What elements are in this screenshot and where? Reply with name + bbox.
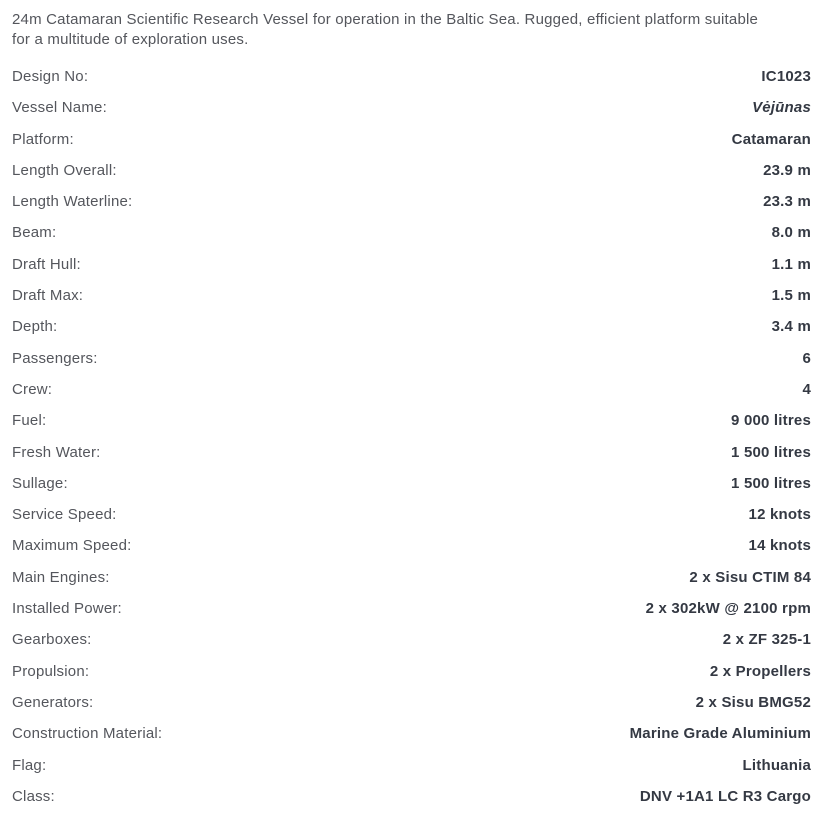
spec-row (12, 655, 811, 686)
spec-value: Marine Grade Aluminium (629, 725, 811, 743)
spec-value: 1 500 litres (731, 443, 811, 461)
spec-row (12, 342, 811, 373)
spec-label: Design No: (12, 68, 89, 85)
spec-value: 2 x 302kW @ 2100 rpm (645, 600, 811, 618)
spec-label: Length Waterline: (12, 193, 133, 211)
spec-label: Service Speed: (12, 506, 117, 524)
spec-label: Draft Hull: (12, 255, 81, 273)
spec-row (12, 310, 811, 341)
spec-row (12, 248, 811, 279)
spec-value: IC1023 (761, 68, 811, 85)
spec-label: Vessel Name: (12, 99, 107, 117)
spec-value: DNV +1A1 LC R3 Cargo (639, 787, 811, 805)
spec-row (12, 185, 811, 216)
spec-value: 9 000 litres (731, 412, 811, 430)
spec-label: Installed Power: (12, 600, 122, 618)
spec-value: 14 knots (748, 537, 811, 555)
spec-row (12, 60, 811, 91)
spec-label: Depth: (12, 318, 58, 336)
spec-label: Propulsion: (12, 662, 90, 680)
spec-value: 8.0 m (771, 224, 811, 242)
spec-label: Sullage: (12, 474, 68, 492)
spec-label: Length Overall: (12, 161, 117, 179)
spec-row (12, 623, 811, 654)
spec-row (12, 154, 811, 185)
spec-label: Gearboxes: (12, 631, 92, 649)
spec-row (12, 467, 811, 498)
spec-list (12, 60, 811, 811)
spec-value: Vėjūnas (752, 99, 811, 117)
spec-label: Platform: (12, 130, 74, 148)
spec-row (12, 592, 811, 623)
spec-row (12, 561, 811, 592)
spec-value: Lithuania (742, 756, 811, 774)
spec-row (12, 279, 811, 310)
spec-row (12, 91, 811, 122)
spec-label: Fuel: (12, 412, 47, 430)
spec-label: Flag: (12, 756, 47, 774)
spec-value: 2 x Propellers (709, 662, 811, 680)
vessel-description (12, 10, 811, 49)
spec-row (12, 717, 811, 748)
spec-label: Construction Material: (12, 725, 163, 743)
spec-value: 1.1 m (771, 255, 811, 273)
spec-value: 2 x Sisu BMG52 (695, 693, 811, 711)
vessel-description-line-1: 24m Catamaran Scientific Research Vessel for operation in the Baltic Sea. Rugged, efficient platform suitable (12, 11, 759, 28)
spec-label: Main Engines: (12, 568, 110, 586)
spec-row (12, 373, 811, 404)
spec-label: Passengers: (12, 349, 98, 367)
spec-row (12, 780, 811, 811)
spec-label: Generators: (12, 693, 94, 711)
spec-value: 4 (802, 380, 811, 398)
spec-label: Beam: (12, 224, 57, 242)
spec-label: Fresh Water: (12, 443, 101, 461)
spec-value: 12 knots (748, 506, 811, 524)
spec-row (12, 749, 811, 780)
spec-value: 6 (802, 349, 811, 367)
spec-value: 23.3 m (763, 193, 811, 211)
spec-value: 1.5 m (771, 287, 811, 305)
spec-value: 2 x Sisu CTIM 84 (689, 568, 811, 586)
spec-value: 1 500 litres (731, 474, 811, 492)
spec-row (12, 529, 811, 560)
spec-value: 2 x ZF 325-1 (722, 631, 811, 649)
vessel-description-line-2: for a multitude of exploration uses. (12, 30, 249, 48)
spec-row (12, 123, 811, 154)
spec-label: Crew: (12, 380, 53, 398)
spec-row (12, 498, 811, 529)
spec-row (12, 216, 811, 247)
spec-label: Class: (12, 787, 55, 805)
spec-value: Catamaran (731, 130, 811, 148)
spec-row (12, 404, 811, 435)
spec-row (12, 686, 811, 717)
spec-value: 3.4 m (771, 318, 811, 336)
spec-row (12, 436, 811, 467)
spec-value: 23.9 m (763, 161, 811, 179)
spec-label: Draft Max: (12, 287, 84, 305)
spec-label: Maximum Speed: (12, 537, 132, 555)
